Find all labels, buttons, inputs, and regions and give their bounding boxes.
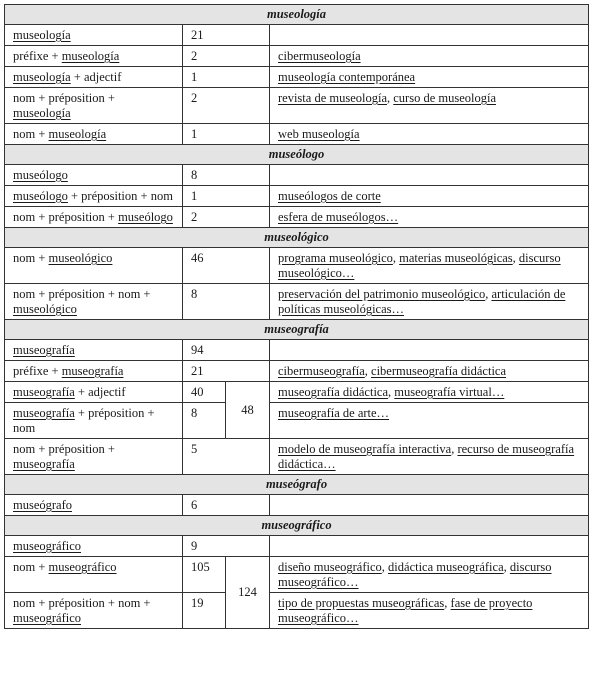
- example-phrase: curso de museología: [393, 91, 497, 105]
- pattern-token: nom +: [13, 127, 49, 141]
- pattern-token: nom + préposition + nom +: [13, 287, 151, 301]
- pattern-token: + adjectif: [74, 385, 126, 399]
- examples-cell: [270, 284, 589, 320]
- examples-cell: [270, 88, 589, 124]
- separator: ,: [512, 251, 519, 265]
- count-cell: 2: [183, 88, 270, 124]
- table-row: [5, 361, 589, 382]
- count-cell: 2: [183, 207, 270, 228]
- table-row: [5, 124, 589, 145]
- pattern-token: préfixe +: [13, 364, 62, 378]
- examples-cell: [270, 25, 589, 46]
- count-cell: 9: [183, 536, 270, 557]
- term-token: museología: [13, 28, 71, 42]
- section-header-row: [5, 516, 589, 536]
- table-row: [5, 382, 589, 403]
- term-token: museografía: [13, 406, 75, 420]
- pattern-token: + adjectif: [70, 70, 122, 84]
- term-token: museógrafo: [13, 498, 73, 512]
- pattern-cell: [5, 67, 183, 88]
- examples-cell: [270, 46, 589, 67]
- separator: ,: [392, 251, 400, 265]
- examples-cell: [270, 593, 589, 629]
- table-row: [5, 186, 589, 207]
- example-phrase: museólogos de corte: [278, 189, 381, 203]
- example-phrase: cibermuseología: [278, 49, 361, 63]
- examples-cell: [270, 382, 589, 403]
- examples-cell: [270, 536, 589, 557]
- section-heading: museólogo: [5, 145, 589, 165]
- section-heading: museografía: [5, 320, 589, 340]
- separator: ,: [381, 560, 389, 574]
- example-phrase: revista de museología: [278, 91, 387, 105]
- term-token: museología: [13, 70, 71, 84]
- count-cell: 21: [183, 25, 270, 46]
- count-cell: 1: [183, 67, 270, 88]
- pattern-token: nom + préposition + nom +: [13, 596, 151, 610]
- term-token: museografía: [13, 343, 75, 357]
- pattern-token: nom +: [13, 560, 49, 574]
- pattern-token: préfixe +: [13, 49, 62, 63]
- example-phrase: preservación del patrimonio museológico: [278, 287, 486, 301]
- count-cell: 8: [183, 284, 270, 320]
- example-phrase: museografía virtual…: [394, 385, 505, 399]
- count-cell: 1: [183, 186, 270, 207]
- pattern-cell: [5, 124, 183, 145]
- example-phrase: articulación de políticas museológicas…: [278, 287, 566, 316]
- table-row: [5, 403, 589, 439]
- count-cell: 46: [183, 248, 270, 284]
- examples-cell: [270, 248, 589, 284]
- count-cell: 8: [183, 403, 226, 439]
- term-token: museológico: [13, 302, 77, 316]
- section-heading: museología: [5, 5, 589, 25]
- section-header-row: [5, 475, 589, 495]
- examples-cell: [270, 361, 589, 382]
- pattern-cell: [5, 593, 183, 629]
- separator: ,: [451, 442, 458, 456]
- section-header-row: [5, 145, 589, 165]
- pattern-cell: [5, 88, 183, 124]
- term-token: museográfico: [48, 560, 117, 574]
- section-heading: museográfico: [5, 516, 589, 536]
- count-cell: 2: [183, 46, 270, 67]
- example-phrase: recurso de museografía didáctica…: [278, 442, 575, 471]
- table-row: [5, 557, 589, 593]
- term-token: museológico: [48, 251, 113, 265]
- pattern-cell: [5, 536, 183, 557]
- section-header-row: [5, 5, 589, 25]
- section-heading: museológico: [5, 228, 589, 248]
- example-phrase: cibermuseografía didáctica: [371, 364, 507, 378]
- count-cell: 40: [183, 382, 226, 403]
- term-token: museología: [61, 49, 120, 63]
- example-phrase: materias museológicas: [399, 251, 513, 265]
- example-phrase: museografía didáctica: [278, 385, 389, 399]
- table-row: [5, 88, 589, 124]
- examples-cell: [270, 165, 589, 186]
- examples-cell: [270, 340, 589, 361]
- example-phrase: fase de proyecto museográfico…: [278, 596, 533, 625]
- pattern-cell: [5, 186, 183, 207]
- pattern-cell: [5, 382, 183, 403]
- count-cell: 21: [183, 361, 270, 382]
- examples-cell: [270, 557, 589, 593]
- example-phrase: web museología: [278, 127, 360, 141]
- separator: ,: [387, 91, 394, 105]
- pattern-token: nom + préposition +: [13, 442, 115, 456]
- pattern-token: + préposition + nom: [67, 189, 173, 203]
- term-token: museografía: [13, 457, 75, 471]
- section-header-row: [5, 320, 589, 340]
- pattern-token: nom + préposition +: [13, 91, 115, 105]
- section-header-row: [5, 228, 589, 248]
- pattern-cell: [5, 340, 183, 361]
- pattern-cell: [5, 25, 183, 46]
- examples-cell: [270, 207, 589, 228]
- term-token: museólogo: [13, 189, 68, 203]
- table-row: [5, 495, 589, 516]
- count-cell: 6: [183, 495, 270, 516]
- count-cell: 105: [183, 557, 226, 593]
- pattern-cell: [5, 248, 183, 284]
- pattern-cell: [5, 557, 183, 593]
- table-row: [5, 67, 589, 88]
- table-row: [5, 207, 589, 228]
- pattern-cell: [5, 284, 183, 320]
- count-cell: 94: [183, 340, 270, 361]
- example-phrase: esfera de museólogos…: [278, 210, 399, 224]
- examples-cell: [270, 124, 589, 145]
- pattern-token: + préposition + nom: [13, 406, 155, 435]
- example-phrase: discurso museográfico…: [278, 560, 552, 589]
- pattern-token: nom +: [13, 251, 49, 265]
- count-cell: 19: [183, 593, 226, 629]
- table-row: [5, 536, 589, 557]
- term-token: museología: [13, 106, 71, 120]
- example-phrase: cibermuseografía: [278, 364, 365, 378]
- pattern-cell: [5, 361, 183, 382]
- examples-cell: [270, 186, 589, 207]
- example-phrase: didáctica museográfica: [388, 560, 504, 574]
- pattern-cell: [5, 403, 183, 439]
- examples-cell: [270, 67, 589, 88]
- term-token: museología: [48, 127, 107, 141]
- table-row: [5, 340, 589, 361]
- example-phrase: programa museológico: [278, 251, 393, 265]
- separator: ,: [503, 560, 510, 574]
- example-phrase: tipo de propuestas museográficas: [278, 596, 445, 610]
- table-row: [5, 46, 589, 67]
- subtotal-cell: 124: [226, 557, 270, 629]
- term-token: museografía: [13, 385, 75, 399]
- table-row: [5, 593, 589, 629]
- term-token: museólogo: [13, 168, 68, 182]
- example-phrase: modelo de museografía interactiva: [278, 442, 452, 456]
- table-row: [5, 165, 589, 186]
- count-cell: 5: [183, 439, 270, 475]
- count-cell: 8: [183, 165, 270, 186]
- pattern-cell: [5, 495, 183, 516]
- table-row: [5, 284, 589, 320]
- pattern-cell: [5, 207, 183, 228]
- term-token: museográfico: [13, 539, 82, 553]
- section-heading: museógrafo: [5, 475, 589, 495]
- term-token: museografía: [61, 364, 124, 378]
- examples-cell: [270, 495, 589, 516]
- pattern-cell: [5, 439, 183, 475]
- collocation-table: [4, 4, 589, 629]
- examples-cell: [270, 403, 589, 439]
- table-row: [5, 248, 589, 284]
- separator: ,: [444, 596, 451, 610]
- pattern-token: nom + préposition +: [13, 210, 119, 224]
- term-token: museográfico: [13, 611, 82, 625]
- example-phrase: discurso museológico…: [278, 251, 561, 280]
- table-body: [5, 5, 589, 629]
- example-phrase: museografía de arte…: [278, 406, 390, 420]
- table-row: [5, 25, 589, 46]
- term-token: museólogo: [118, 210, 173, 224]
- collocation-table-container: [4, 4, 589, 629]
- table-row: [5, 439, 589, 475]
- count-cell: 1: [183, 124, 270, 145]
- examples-cell: [270, 439, 589, 475]
- subtotal-cell: 48: [226, 382, 270, 439]
- pattern-cell: [5, 165, 183, 186]
- separator: ,: [388, 385, 395, 399]
- example-phrase: museología contemporánea: [278, 70, 416, 84]
- separator: ,: [485, 287, 492, 301]
- pattern-cell: [5, 46, 183, 67]
- example-phrase: diseño museográfico: [278, 560, 382, 574]
- separator: ,: [364, 364, 372, 378]
